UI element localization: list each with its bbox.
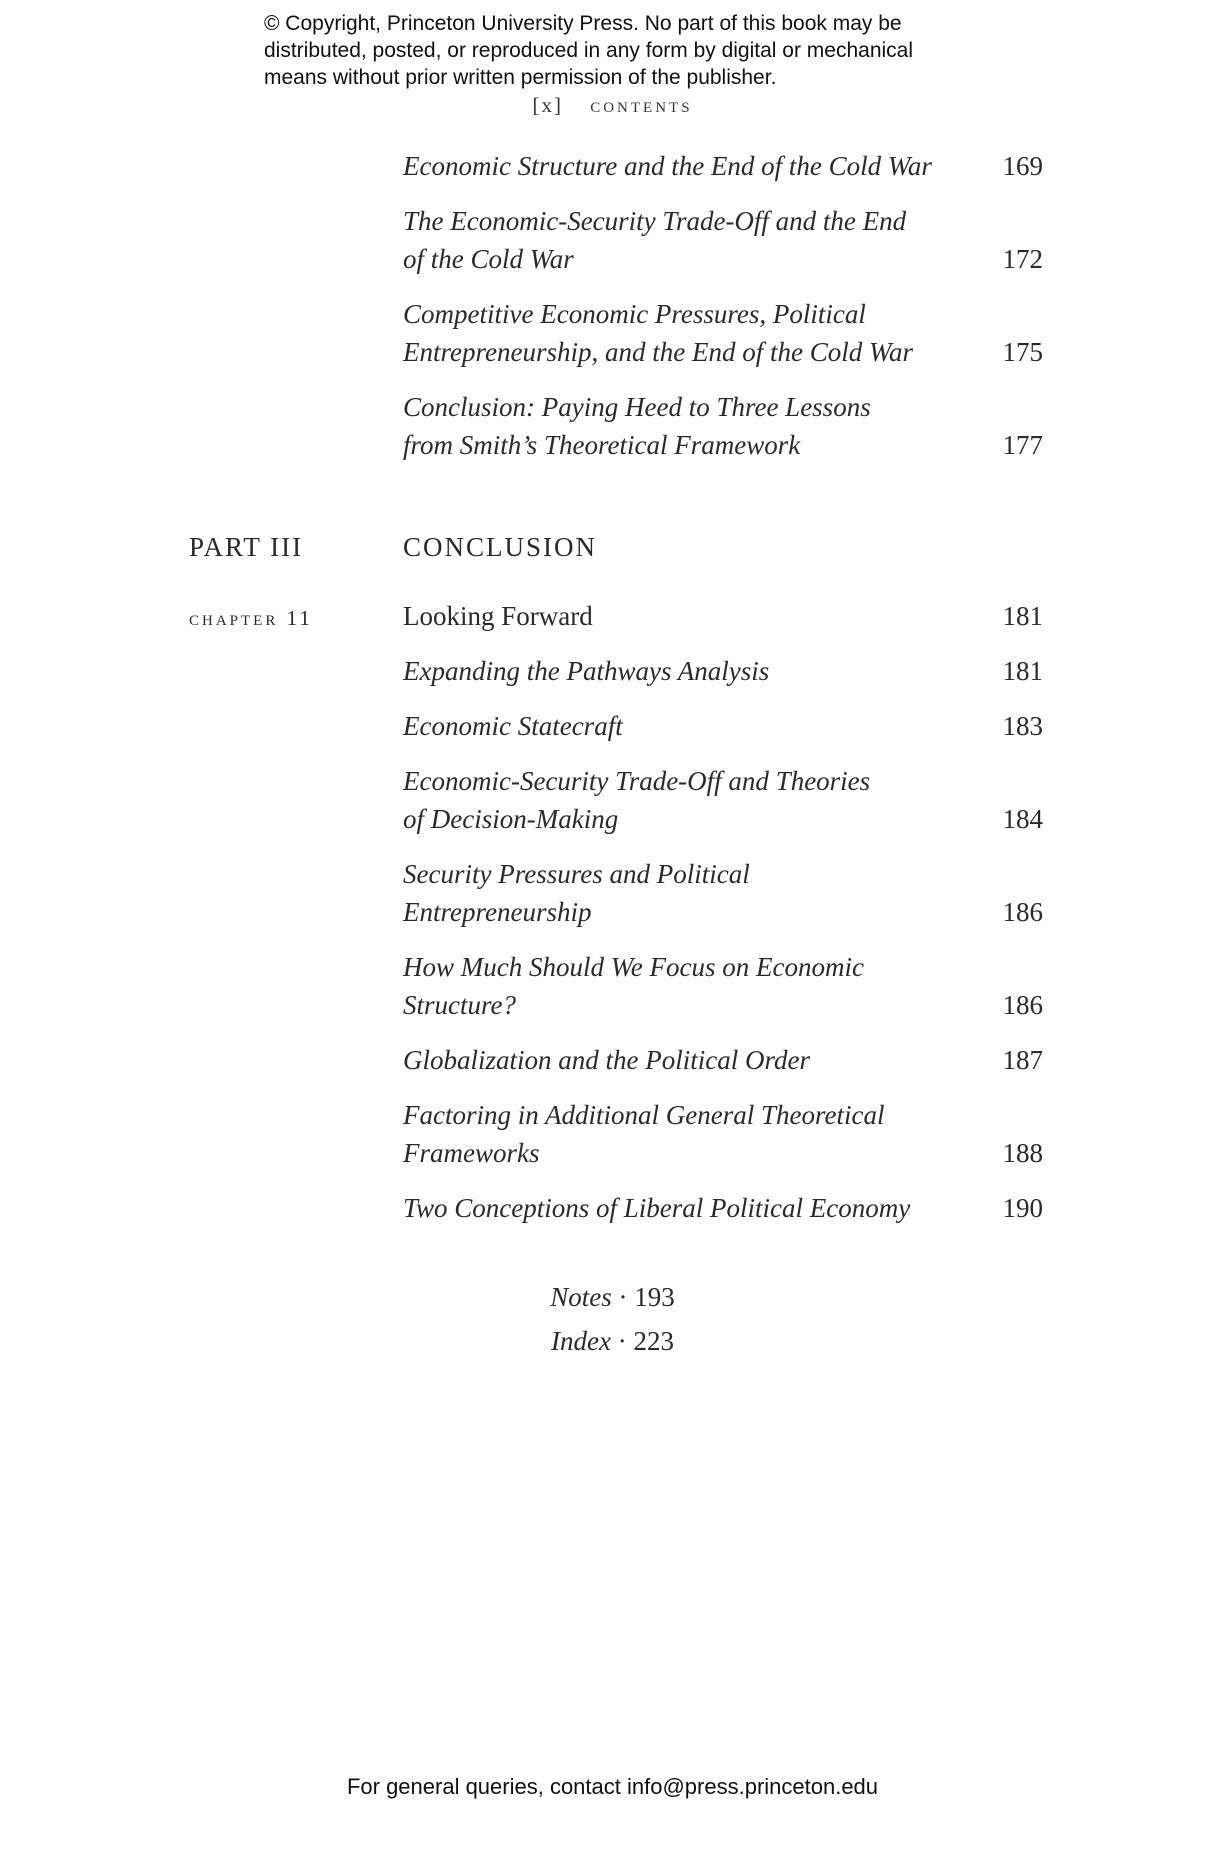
- toc-entry-title-line: Conclusion: Paying Heed to Three Lessons: [403, 392, 871, 422]
- toc-entry-title-line: Entrepreneurship, and the End of the Cold War: [403, 337, 913, 367]
- copyright-line: means without prior written permission of the publisher.: [264, 66, 777, 89]
- toc-entry-title-line: from Smith’s Theoretical Framework: [403, 430, 801, 460]
- toc-entry-title: [403, 388, 983, 464]
- footer-contact: For general queries, contact info@press.princeton.edu: [346, 1774, 879, 1799]
- backmatter-separator: ·: [611, 1282, 635, 1312]
- toc-entry-page: 190: [1002, 1193, 1043, 1223]
- backmatter-separator: ·: [610, 1326, 634, 1356]
- copyright-notice: [264, 10, 984, 91]
- toc-entry-title-line: of Decision-Making: [403, 804, 619, 834]
- toc-entry-title-line: Economic Structure and the End of the Cold War: [403, 151, 932, 181]
- copyright-line: © Copyright, Princeton University Press. No part of this book may be: [264, 12, 902, 35]
- toc-entry-title: [403, 147, 983, 185]
- toc-entry-page: 183: [1002, 711, 1043, 741]
- backmatter-index: [0, 1326, 1225, 1357]
- toc-entry: [403, 202, 1043, 278]
- toc-entry-page: 186: [1002, 990, 1043, 1020]
- toc-entry-title-line: Expanding the Pathways Analysis: [403, 656, 770, 686]
- chapter-title: [403, 597, 983, 635]
- toc-entry-title-line: Security Pressures and Political: [403, 859, 750, 889]
- toc-entry-title-line: Structure?: [403, 990, 516, 1020]
- toc-entry-title-line: Globalization and the Political Order: [403, 1045, 810, 1075]
- toc-entry: [403, 948, 1043, 1024]
- toc-entry-page: 186: [1002, 897, 1043, 927]
- toc-entry-title-line: Economic Statecraft: [403, 711, 623, 741]
- chapter-title-line: Looking Forward: [403, 601, 593, 631]
- toc-entry-title: [403, 1041, 983, 1079]
- toc-entry-title-line: Factoring in Additional General Theoretical: [403, 1100, 885, 1130]
- toc-entry-title: [403, 855, 983, 931]
- toc-entry: [403, 1189, 1043, 1227]
- toc-entry-title: [403, 948, 983, 1024]
- toc-entry-title: [403, 202, 983, 278]
- backmatter-page: 223: [633, 1326, 674, 1356]
- backmatter-page: 193: [634, 1282, 675, 1312]
- toc-entry-title-line: Competitive Economic Pressures, Political: [403, 299, 866, 329]
- backmatter-label: Index: [551, 1326, 611, 1356]
- toc-entry-page: 177: [1002, 430, 1043, 460]
- backmatter-label: Notes: [550, 1282, 612, 1312]
- copyright-line: distributed, posted, or reproduced in any form by digital or mechanical: [264, 39, 914, 62]
- toc-entry: [403, 388, 1043, 464]
- toc-entry-title-line: Economic-Security Trade-Off and Theories: [403, 766, 871, 796]
- part-title: CONCLUSION: [403, 532, 598, 562]
- running-head-page-number: [x]: [532, 93, 563, 117]
- running-head-title: contents: [590, 93, 693, 117]
- toc-entry: [403, 1096, 1043, 1172]
- toc-entry-page: 188: [1002, 1138, 1043, 1168]
- toc-entry: [403, 295, 1043, 371]
- chapter-label: chapter 11: [189, 606, 313, 630]
- backmatter-notes: [0, 1282, 1225, 1313]
- chapter-entry: [403, 597, 1043, 635]
- toc-entry-page: 181: [1002, 656, 1043, 686]
- toc-entry-title: [403, 652, 983, 690]
- toc-entry-title: [403, 707, 983, 745]
- toc-entry-page: 172: [1002, 244, 1043, 274]
- toc-entry-title-line: Entrepreneurship: [403, 897, 592, 927]
- toc-entry-title-line: How Much Should We Focus on Economic: [403, 952, 864, 982]
- toc-entry-page: 184: [1002, 804, 1043, 834]
- toc-entry: [403, 652, 1043, 690]
- toc-entry-title-line: Frameworks: [403, 1138, 540, 1168]
- toc-entry-title-line: of the Cold War: [403, 244, 574, 274]
- toc-entry-page: 169: [1002, 151, 1043, 181]
- toc-entry: [403, 147, 1043, 185]
- toc-entry: [403, 1041, 1043, 1079]
- chapter-page: 181: [1002, 601, 1043, 631]
- toc-entry-title: [403, 295, 983, 371]
- toc-entry-title-line: The Economic-Security Trade-Off and the End: [403, 206, 907, 236]
- toc-entry: [403, 707, 1043, 745]
- toc-entry-page: 187: [1002, 1045, 1043, 1075]
- toc-entry: [403, 762, 1043, 838]
- toc-entry-page: 175: [1002, 337, 1043, 367]
- toc-entry-title-line: Two Conceptions of Liberal Political Economy: [403, 1193, 911, 1223]
- running-head: [0, 93, 1225, 118]
- toc-entry: [403, 855, 1043, 931]
- toc-entry-title: [403, 1096, 983, 1172]
- part-label: PART III: [189, 532, 304, 562]
- toc-entry-title: [403, 762, 983, 838]
- toc-entry-title: [403, 1189, 983, 1227]
